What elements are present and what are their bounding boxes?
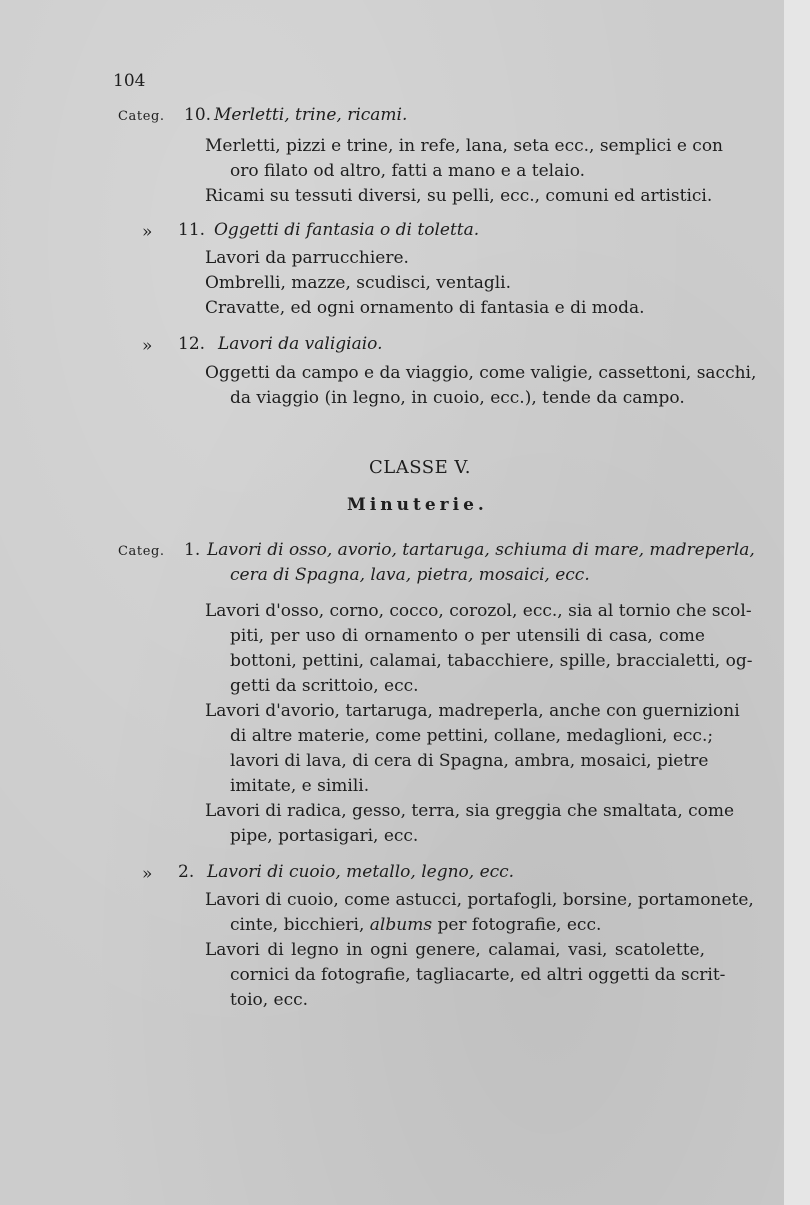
category-title: Oggetti di fantasia o di toletta. [214,220,480,240]
page-number: 104 [113,71,146,91]
text-line: imitate, e simili. [230,776,370,796]
text-line: Lavori da parrucchiere. [205,248,409,268]
category-number: 2. [178,862,195,882]
category-number: 10. [184,105,212,125]
category-number: 12. [178,334,206,354]
text-line: Lavori di radica, gesso, terra, sia greggia che smaltata, come [205,801,735,821]
text-line: getti da scrittoio, ecc. [230,676,419,696]
text-line: bottoni, pettini, calamai, tabacchiere, spille, braccialetti, og- [230,651,753,671]
class-subtitle: Minuterie. [347,495,488,515]
text-line: di altre materie, come pettini, collane, medaglioni, ecc.; [230,726,714,746]
text-line: Oggetti da campo e da viaggio, come valigie, cassettoni, sacchi, [205,363,757,383]
category-number: 11. [178,220,206,240]
ditto-mark: » [142,336,153,356]
categ-label: Categ. [118,109,165,124]
ditto-mark: » [142,222,153,242]
text-line: Lavori d'avorio, tartaruga, madreperla, anche con guernizioni [205,701,740,721]
text-line: piti, per uso di ornamento o per utensili di casa, come [230,626,705,646]
text-line: cinte, bicchieri, albums per fotografie, ecc. [230,915,602,935]
text-line: Ricami su tessuti diversi, su pelli, ecc., comuni ed artistici. [205,186,713,206]
text-line: pipe, portasigari, ecc. [230,826,419,846]
text-line: Lavori di cuoio, come astucci, portafogli, borsine, portamonete, [205,890,754,910]
text-line: Lavori d'osso, corno, cocco, corozol, ecc., sia al tornio che scol- [205,601,752,621]
text-line: Cravatte, ed ogni ornamento di fantasia e di moda. [205,298,645,318]
text-line: cornici da fotografie, tagliacarte, ed altri oggetti da scrit- [230,965,726,985]
category-title: Lavori di cuoio, metallo, legno, ecc. [207,862,515,882]
page-edge [784,0,810,1205]
text-line: Merletti, pizzi e trine, in refe, lana, seta ecc., semplici e con [205,136,724,156]
categ-label: Categ. [118,544,165,559]
text-line: lavori di lava, di cera di Spagna, ambra, mosaici, pietre [230,751,709,771]
text-line: toio, ecc. [230,990,309,1010]
category-title: Lavori da valigiaio. [218,334,383,354]
text-line: Ombrelli, mazze, scudisci, ventagli. [205,273,512,293]
ditto-mark: » [142,864,153,884]
class-heading: CLASSE V. [369,457,472,478]
text-line: oro filato od altro, fatti a mano e a telaio. [230,161,586,181]
text-line: da viaggio (in legno, in cuoio, ecc.), tende da campo. [230,388,685,408]
category-number: 1. [184,540,201,560]
category-title: Lavori di osso, avorio, tartaruga, schiuma di mare, madreperla, [207,540,755,560]
text-line: Lavori di legno in ogni genere, calamai, vasi, scatolette, [205,940,705,960]
category-title: Merletti, trine, ricami. [214,105,408,125]
category-title-cont: cera di Spagna, lava, pietra, mosaici, ecc. [230,565,590,585]
